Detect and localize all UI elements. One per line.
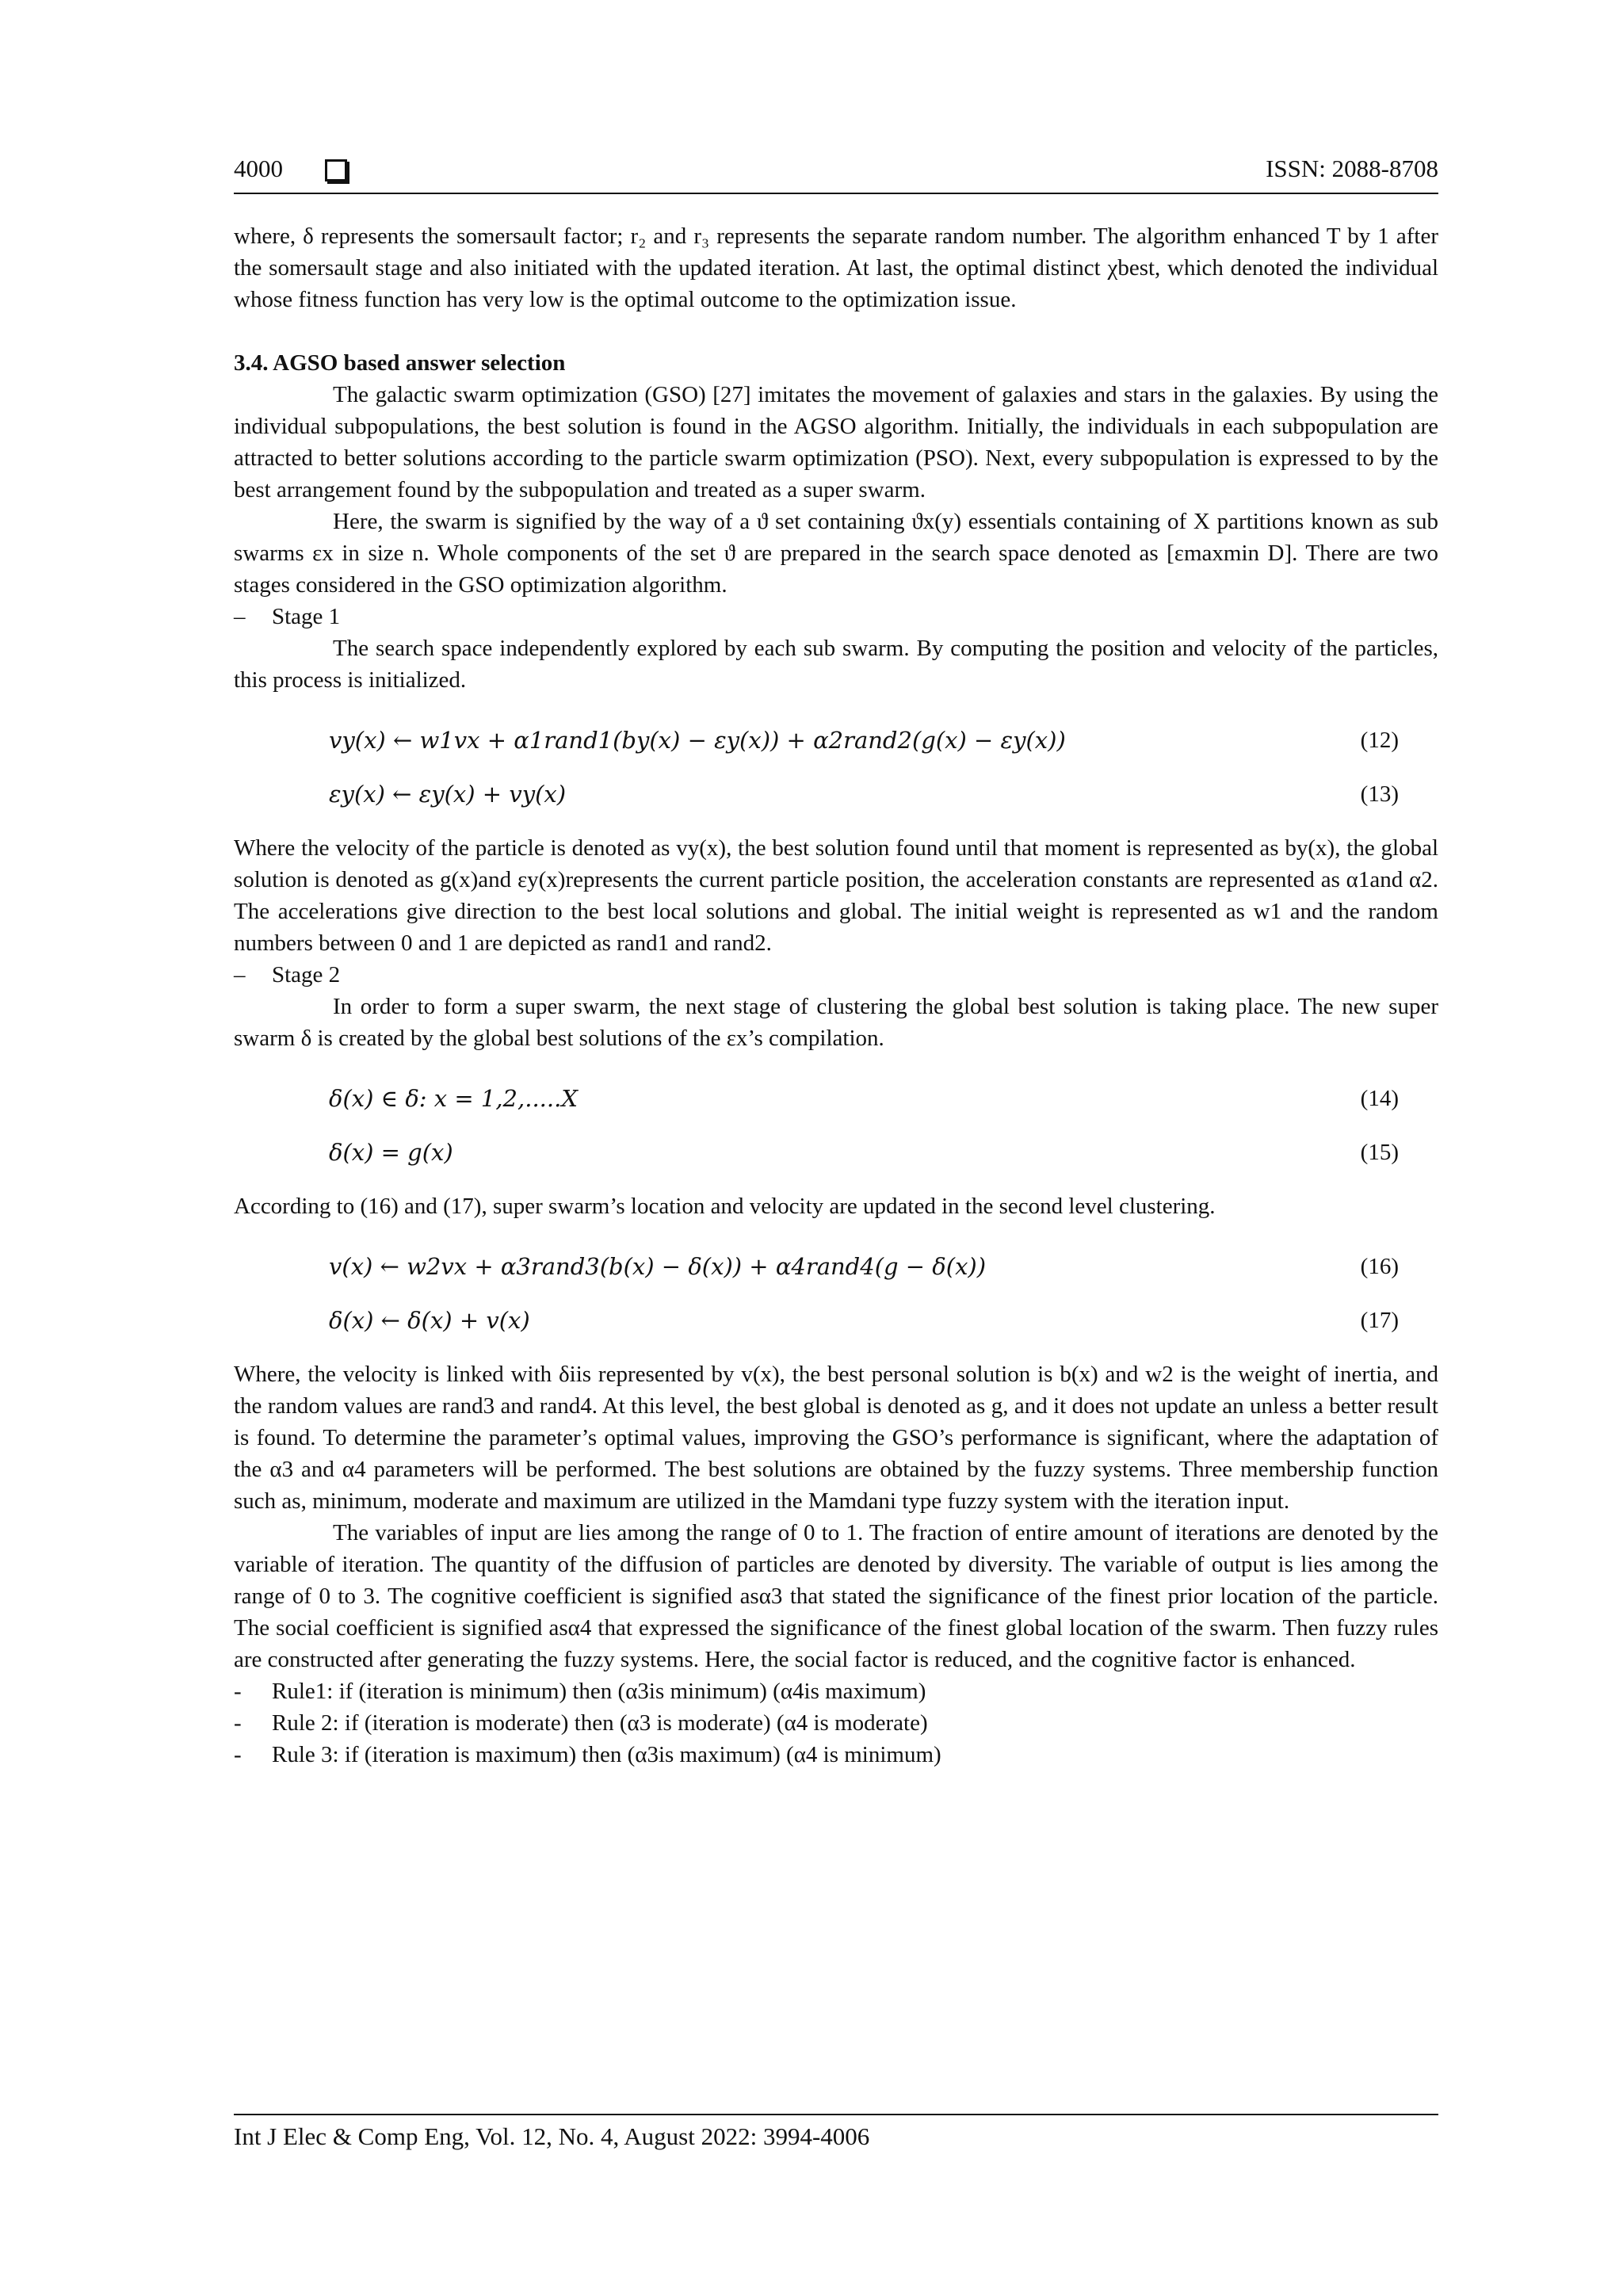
rule-item [234, 1707, 1438, 1739]
paragraph: According to (16) and (17), super swarm’s location and velocity are updated in the second level clustering. [234, 1194, 1216, 1219]
equation-number: (17) [1360, 1308, 1399, 1333]
equation [234, 778, 1438, 810]
paragraph: Where the velocity of the particle is denoted as vy(x), the best solution found until that moment is represented as by(x), the global solution is denoted as g(x)and εy(x)represents the current particle position, the acceleration constants are represented as α1and α2. The accelerations give direction to the best local solutions and global. The initial weight is represented as w1 and the random numbers between 0 and 1 are depicted as rand1 and rand2. [234, 835, 1438, 956]
paragraph: In order to form a super swarm, the next stage of clustering the global best solution is taking place. The new super swarm δ is created by the global best solutions of the εx’s compilation. [234, 994, 1438, 1051]
rule-text: Rule1: if (iteration is minimum) then (α3is minimum) (α4is maximum) [272, 1679, 926, 1704]
section-heading: 3.4. AGSO based answer selection [234, 350, 566, 376]
list-item [234, 959, 1438, 991]
page-number: 4000 [234, 155, 283, 182]
equation [234, 1305, 1438, 1336]
equation-expression: δ(x) ∈ δ: x = 1,2,.....X [329, 1085, 578, 1112]
rule-item [234, 1675, 1438, 1707]
equation-expression: δ(x) ← δ(x) + v(x) [329, 1307, 530, 1334]
equation [234, 1083, 1438, 1114]
bullet-marker: - [234, 1710, 242, 1736]
footer-citation: Int J Elec & Comp Eng, Vol. 12, No. 4, August 2022: 3994-4006 [234, 2122, 870, 2150]
paragraph: where, δ represents the somersault factor; r₂ and r₃ represents the separate random number. The algorithm enhanced T by 1 after the somersault stage and also initiated with the updated iteration. At last, the optimal distinct χbest, which denoted the individual whose fitness function has very low is the optimal outcome to the optimization issue. [234, 223, 1438, 312]
rule-text: Rule 3: if (iteration is maximum) then (α3is maximum) (α4 is minimum) [272, 1742, 941, 1767]
square-icon [325, 159, 347, 181]
paragraph: Where, the velocity is linked with δiis represented by v(x), the best personal solution is b(x) and w2 is the weight of inertia, and the random values are rand3 and rand4. At this level, the best global is denoted as g, and it does not update an unless a better result is found. To determine the parameter’s optimal values, improving the GSO’s performance is significant, where the adaptation of the α3 and α4 parameters will be performed. The best solutions are obtained by the fuzzy systems. Three membership function such as, minimum, moderate and maximum are utilized in the Mamdani type fuzzy system with the iteration input. [234, 1362, 1438, 1514]
issn-label: ISSN: 2088-8708 [1266, 155, 1438, 182]
paragraph: Here, the swarm is signified by the way of a ϑ set containing ϑx(y) essentials containing of X partitions known as sub swarms εx in size n. Whole components of the set ϑ are prepared in the search space denoted as [εmaxmin D]. There are two stages considered in the GSO optimization algorithm. [234, 509, 1438, 598]
equation [234, 724, 1438, 756]
equation-expression: δ(x) = g(x) [329, 1139, 453, 1166]
list-item [234, 601, 1438, 632]
dash-marker: – [234, 604, 246, 629]
footer-divider [234, 2114, 1438, 2115]
page-header [234, 155, 1438, 194]
header-divider [234, 193, 1438, 194]
dash-marker: – [234, 962, 246, 988]
stage-label: Stage 1 [272, 604, 341, 629]
equation-expression: εy(x) ← εy(x) + vy(x) [329, 781, 567, 808]
equation-expression: v(x) ← w2vx + α3rand3(b(x) − δ(x)) + α4rand4(g − δ(x)) [329, 1253, 987, 1280]
paragraph: The search space independently explored by each sub swarm. By computing the position and velocity of the particles, this process is initialized. [234, 636, 1438, 693]
paragraph: The galactic swarm optimization (GSO) [27] imitates the movement of galaxies and stars in the galaxies. By using the individual subpopulations, the best solution is found in the AGSO algorithm. Initially, the individuals in each subpopulation are attracted to better solutions according to the particle swarm optimization (PSO). Next, every subpopulation is expressed to by the best arrangement found by the subpopulation and treated as a super swarm. [234, 382, 1438, 502]
equation-number: (12) [1360, 728, 1399, 753]
equation-number: (14) [1360, 1086, 1399, 1111]
bullet-marker: - [234, 1679, 242, 1704]
stage-label: Stage 2 [272, 962, 341, 988]
rule-text: Rule 2: if (iteration is moderate) then (α3 is moderate) (α4 is moderate) [272, 1710, 928, 1736]
equation [234, 1251, 1438, 1282]
rule-item [234, 1739, 1438, 1771]
equation [234, 1137, 1438, 1168]
equation-number: (16) [1360, 1254, 1399, 1279]
equation-number: (13) [1360, 781, 1399, 807]
equation-expression: vy(x) ← w1vx + α1rand1(by(x) − εy(x)) + α2rand2(g(x) − εy(x)) [329, 727, 1066, 754]
paragraph: The variables of input are lies among the range of 0 to 1. The fraction of entire amount of iterations are denoted by the variable of iteration. The quantity of the diffusion of particles are denoted by diversity. The variable of output is lies among the range of 0 to 3. The cognitive coefficient is signified asα3 that stated the significance of the finest prior location of the particle. The social coefficient is signified asα4 that expressed the significance of the finest global location of the swarm. Then fuzzy rules are constructed after generating the fuzzy systems. Here, the social factor is reduced, and the cognitive factor is enhanced. [234, 1520, 1438, 1672]
equation-number: (15) [1360, 1140, 1399, 1165]
bullet-marker: - [234, 1742, 242, 1767]
article-body [234, 220, 1438, 1771]
